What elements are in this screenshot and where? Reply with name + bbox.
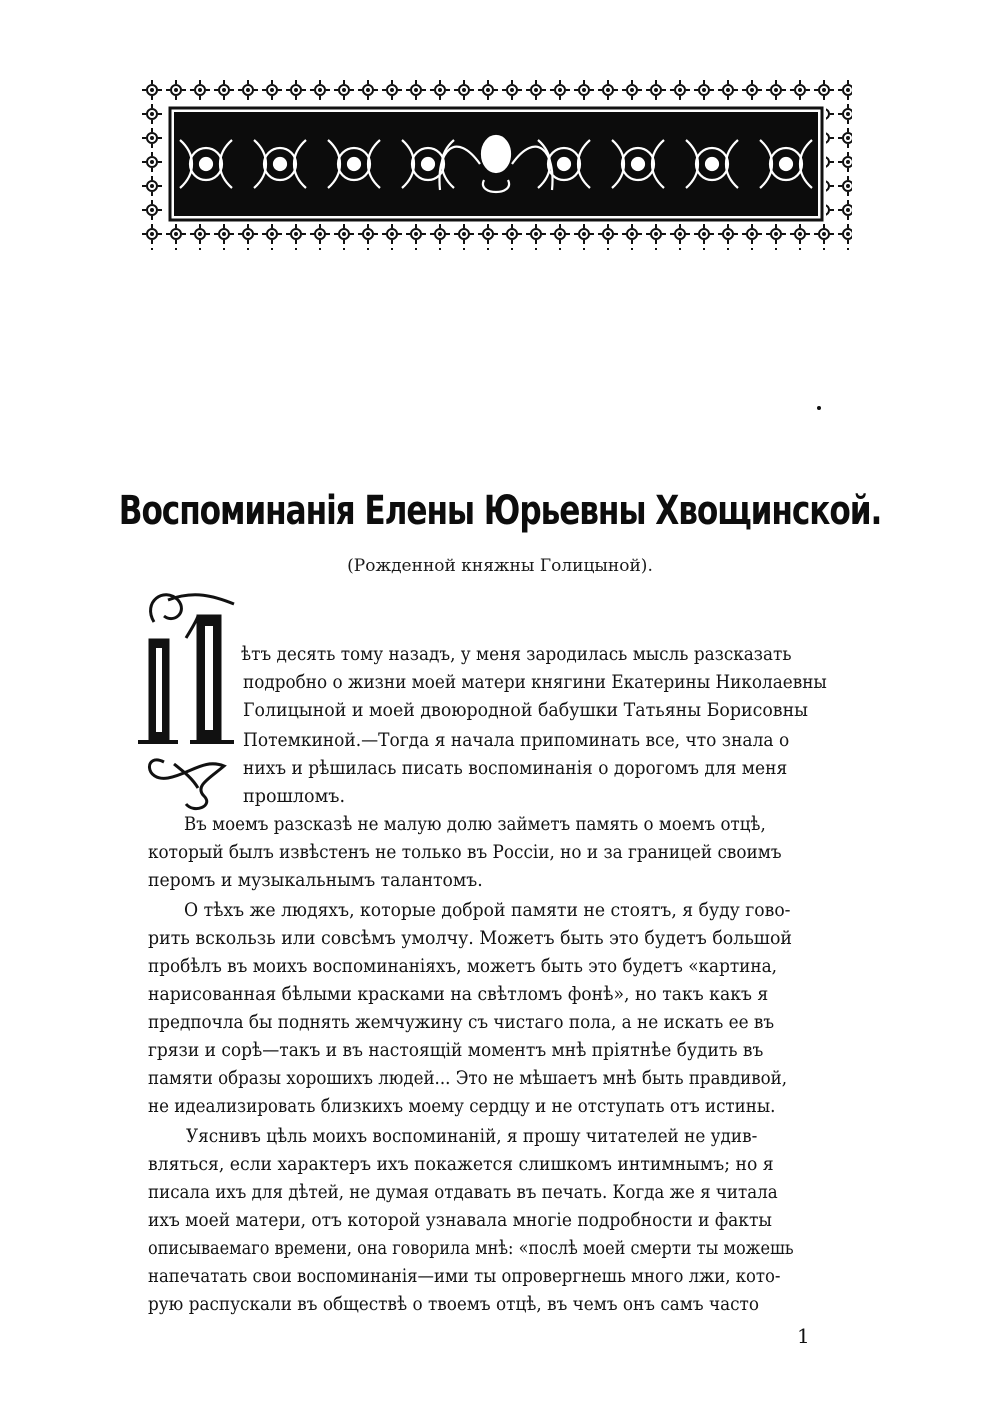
text-line: не идеализировать близкихъ моему сердцу и не отступать отъ истины. [148,1096,776,1117]
text-line: напечатать свои воспоминанія—ими ты опровергнешь много лжи, кото- [148,1266,781,1287]
text-line: Голицыной и моей двоюродной бабушки Татьяны Борисовны [243,700,809,721]
text-line: Потемкиной.—Тогда я начала припоминать все, что знала о [243,730,790,751]
page-title: Воспоминанія Елены Юрьевны Хвощинской. [118,488,882,534]
text-line: вляться, если характеръ ихъ покажется слишкомъ интимнымъ; но я [148,1154,774,1175]
text-line: который былъ извѣстенъ не только въ Россіи, но и за границей своимъ [148,842,782,863]
ornamental-initial-letter-icon [134,582,246,814]
text-line: прошломъ. [243,786,346,807]
text-line: Въ моемъ разсказѣ не малую долю займетъ память о моемъ отцѣ, [184,814,766,835]
text-line: рую распускали въ обществѣ о твоемъ отцѣ, въ чемъ онъ самъ часто [148,1294,760,1315]
text-line: писала ихъ для дѣтей, не думая отдавать въ печать. Когда же я читала [148,1182,778,1203]
text-line: описываемаго времени, она говорила мнѣ: «послѣ моей смерти ты можешь [148,1238,794,1259]
text-line: грязи и сорѣ—такъ и въ настоящій моментъ мнѣ пріятнѣе будить въ [148,1040,764,1061]
text-line: рить вскользь или совсѣмъ умолчу. Можетъ быть это будетъ большой [148,928,793,949]
text-line: пробѣлъ въ моихъ воспоминаніяхъ, можетъ быть это будетъ «картина, [148,956,778,977]
text-line: перомъ и музыкальнымъ талантомъ. [148,870,483,891]
text-line: памяти образы хорошихъ людей... Это не мѣшаетъ мнѣ быть правдивой, [148,1068,788,1089]
page-number: 1 [797,1324,810,1348]
text-line: ихъ моей матери, отъ которой узнавала многіе подробности и факты [148,1210,772,1231]
text-line: предпочла бы поднять жемчужину съ чистаго пола, а не искать ее въ [148,1012,775,1033]
text-line: нарисованная бѣлыми красками на свѣтломъ фонѣ», но такъ какъ я [148,984,769,1005]
text-line: Уяснивъ цѣль моихъ воспоминаній, я прошу читателей не удив- [186,1126,758,1147]
text-line: нихъ и рѣшилась писать воспоминанія о дорогомъ для меня [243,758,788,779]
stray-ink-dot [817,406,821,410]
text-line: О тѣхъ же людяхъ, которые доброй памяти не стоятъ, я буду гово- [184,900,791,921]
ornamental-headpiece [140,78,852,250]
text-line: подробно о жизни моей матери княгини Екатерины Николаевны [243,672,827,693]
page-subtitle: (Рожденной княжны Голицыной). [347,556,653,576]
text-line: ѣтъ десять тому назадъ, у меня зародилась мысль разсказать [241,644,792,665]
